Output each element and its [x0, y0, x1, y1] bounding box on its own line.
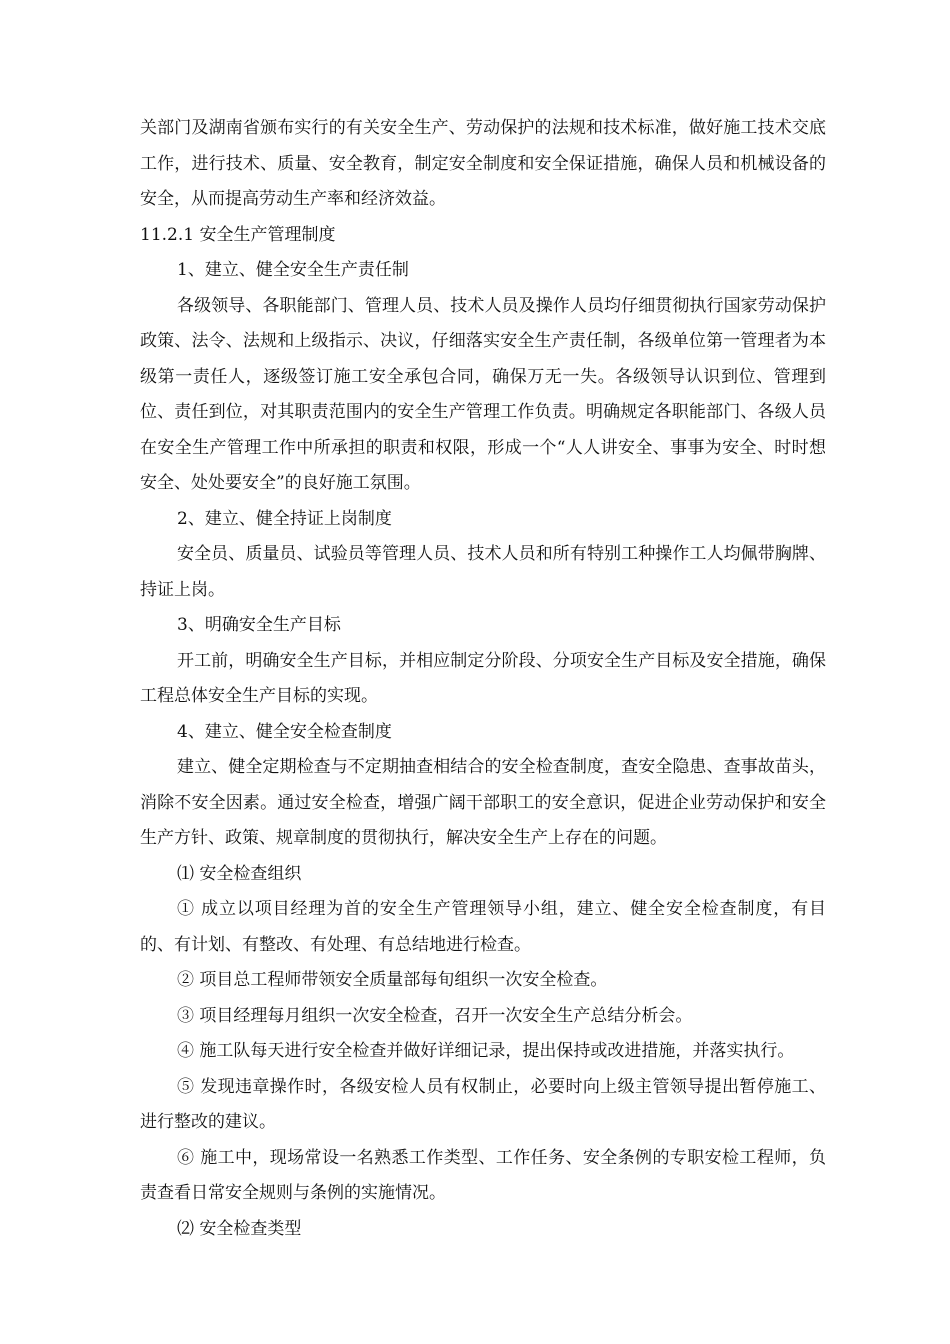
- subheading-safety-goal: 3、明确安全生产目标: [177, 615, 341, 635]
- subheading-certified-post: 2、建立、健全持证上岗制度: [177, 508, 392, 529]
- paragraph-intro-continuation: 关部门及湖南省颁布实行的有关安全生产、劳动保护的法规和技术标准，做好施工技术交底工作，进行技术、质量、安全教育，制定安全制度和安全保证措施，确保人员和机械设备的安全，从而提高劳动生产率和经济效益。: [140, 118, 826, 209]
- list-item-3: ③ 项目经理每月组织一次安全检查，召开一次安全生产总结分析会。: [177, 1005, 693, 1026]
- list-item-5: ⑤ 发现违章操作时，各级安检人员有权制止，必要时向上级主管领导提出暂停施工、进行整改的建议。: [140, 1076, 826, 1132]
- paragraph-certified-post: 安全员、质量员、试验员等管理人员、技术人员和所有特别工种操作工人均佩带胸牌、持证上岗。: [140, 544, 826, 600]
- list-item-2: ② 项目总工程师带领安全质量部每旬组织一次安全检查。: [177, 970, 608, 990]
- paragraph-inspection-system: 建立、健全定期检查与不定期抽查相结合的安全检查制度，查安全隐患、查事故苗头，消除不安全因素。通过安全检查，增强广阔干部职工的安全意识，促进企业劳动保护和安全生产方针、政策、规章制度的贯彻执行，解决安全生产上存在的问题。: [140, 757, 826, 848]
- paragraph-safety-goal: 开工前，明确安全生产目标，并相应制定分阶段、分项安全生产目标及安全措施，确保工程总体安全生产目标的实现。: [140, 650, 826, 706]
- subheading-inspection-organization: ⑴ 安全检查组织: [177, 863, 302, 884]
- list-item-1: ① 成立以项目经理为首的安全生产管理领导小组，建立、健全安全检查制度，有目的、有计划、有整改、有处理、有总结地进行检查。: [140, 899, 826, 955]
- paragraph-responsibility-system: 各级领导、各职能部门、管理人员、技术人员及操作人员均仔细贯彻执行国家劳动保护政策、法令、法规和上级指示、决议，仔细落实安全生产责任制，各级单位第一管理者为本级第一责任人，逐级签订施工安全承包合同，确保万无一失。各级领导认识到位、管理到位、责任到位，对其职责范围内的安全生产管理工作负责。明确规定各职能部门、各级人员在安全生产管理工作中所承担的职责和权限，形成一个“人人讲安全、事事为安全、时时想安全、处处要安全”的良好施工氛围。: [140, 295, 826, 493]
- list-item-4: ④ 施工队每天进行安全检查并做好详细记录，提出保持或改进措施，并落实执行。: [177, 1041, 795, 1061]
- section-heading-11-2-1: 11.2.1 安全生产管理制度: [140, 224, 336, 245]
- list-item-6: ⑥ 施工中，现场常设一名熟悉工作类型、工作任务、安全条例的专职安检工程师，负责查看日常安全规则与条例的实施情况。: [140, 1147, 826, 1203]
- document-body: [140, 111, 826, 1247]
- subheading-responsibility-system: 1、建立、健全安全生产责任制: [177, 260, 409, 280]
- subheading-inspection-system: 4、建立、健全安全检查制度: [177, 721, 392, 742]
- subheading-inspection-types: ⑵ 安全检查类型: [177, 1218, 302, 1239]
